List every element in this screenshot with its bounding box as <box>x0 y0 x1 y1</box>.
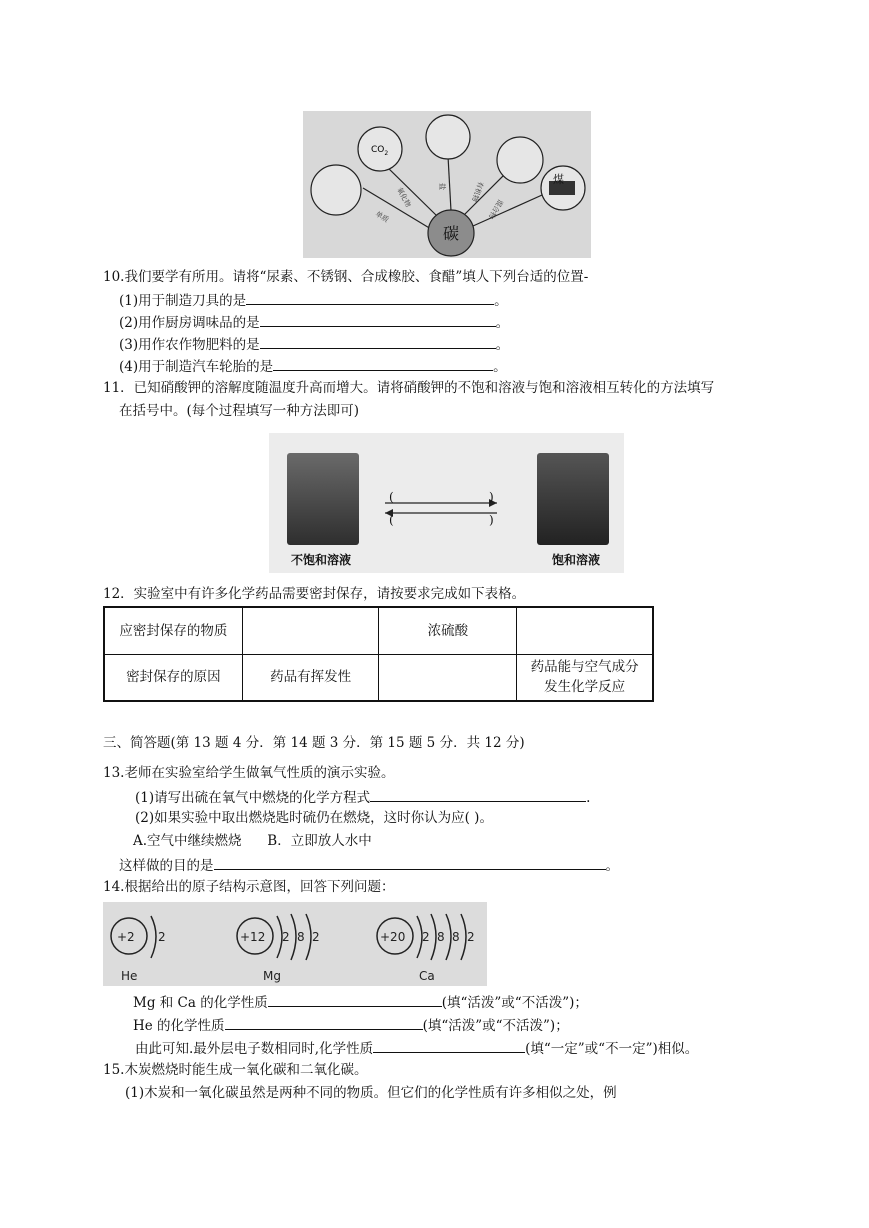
table-cell-blank[interactable] <box>242 607 379 654</box>
branch-label-1: 单质 <box>373 209 391 225</box>
q14-l3-text: 由此可知.最外层电子数相同时,化学性质 <box>135 1041 374 1057</box>
q10-end-2: 。 <box>495 315 510 331</box>
carbon-diagram-svg <box>303 111 591 258</box>
q10-blank-4[interactable] <box>273 356 493 371</box>
ca-shell-4: 2 <box>467 930 475 944</box>
table-cell: 应密封保存的物质 <box>104 607 242 654</box>
mg-shell-2: 8 <box>297 930 305 944</box>
unsaturated-beaker <box>287 453 359 545</box>
q15-part-1: (1)木炭和一氧化碳虽然是两种不同的物质。但它们的化学性质有许多相似之处，例 <box>125 1085 617 1101</box>
ca-shell-2: 8 <box>437 930 445 944</box>
q14-l2-hint: (填“活泼”或“不活泼”)； <box>422 1018 569 1034</box>
q10-item-2 <box>119 312 509 332</box>
q11-line-1: 11．已知硝酸钾的溶解度随温度升高而增大。请将硝酸钾的不饱和溶液与饱和溶液相互转化的方法填写 <box>103 380 715 396</box>
cell-text-line-1: 药品能与空气成分 <box>530 659 639 676</box>
he-symbol: He <box>121 969 138 983</box>
q10-blank-2[interactable] <box>260 312 496 327</box>
q10-item-2-text: (2)用作厨房调味品的是 <box>119 315 260 331</box>
q10-end-4: 。 <box>493 359 507 375</box>
lower-paren-close[interactable]: ) <box>489 513 494 527</box>
upper-paren-close[interactable]: ) <box>489 490 494 504</box>
unit-element-circle <box>311 165 361 215</box>
table-cell: 药品有挥发性 <box>242 654 379 701</box>
q15-stem: 15.木炭燃烧时能生成一氧化碳和二氧化碳。 <box>103 1062 368 1078</box>
mg-symbol: Mg <box>263 969 281 983</box>
q14-blank-3[interactable] <box>373 1038 525 1053</box>
q13-equation-blank[interactable] <box>370 787 586 802</box>
q10-stem: 10.我们要学有所用。请将“尿素、不锈钢、合成橡胶、食醋”填人下列台适的位置- <box>103 269 589 285</box>
q14-blank-1[interactable] <box>268 992 442 1007</box>
q11-line-2: 在括号中。(每个过程填写一种方法即可) <box>119 403 360 419</box>
salt-circle <box>426 115 470 159</box>
ca-shell-1: 2 <box>422 930 430 944</box>
q12-stem: 12．实验室中有许多化学药品需要密封保存，请按要求完成如下表格。 <box>103 586 526 602</box>
saturated-beaker <box>537 453 609 545</box>
q13-options: A.空气中继续燃烧 B．立即放人水中 <box>133 833 372 849</box>
section-3-heading: 三、简答题(第 13 题 4 分．第 14 题 3 分．第 15 题 5 分．共 12 分) <box>103 735 525 751</box>
q14-stem: 14.根据给出的原子结构示意图，回答下列问题： <box>103 879 395 895</box>
q10-blank-3[interactable] <box>260 334 496 349</box>
mg-shell-3: 2 <box>312 930 320 944</box>
q14-l2-text: He 的化学性质 <box>133 1018 225 1034</box>
table-row <box>104 607 653 654</box>
q14-l1-text: Mg 和 Ca 的化学性质 <box>133 995 268 1011</box>
q10-item-3-text: (3)用作农作物肥料的是 <box>119 337 260 353</box>
branch-label-3: 盐 <box>438 183 446 190</box>
co2-label: $CO_2$ <box>371 145 389 157</box>
q10-item-1-text: (1)用于制造刀具的是 <box>119 293 247 309</box>
he-shell-arc <box>151 916 156 958</box>
carbon-center-label: 碳 <box>443 224 460 243</box>
q13-part-1 <box>135 787 590 807</box>
q10-item-1 <box>119 290 508 310</box>
he-nucleus-charge: +2 <box>117 930 135 944</box>
table-cell: 浓硫酸 <box>379 607 517 654</box>
saturated-label: 饱和溶液 <box>552 553 601 567</box>
q14-line-2 <box>133 1015 569 1035</box>
mg-shell-1: 2 <box>282 930 290 944</box>
table-cell-blank[interactable] <box>379 654 517 701</box>
sealed-storage-table <box>103 606 654 702</box>
organic-circle <box>497 137 543 183</box>
cell-text-line-2: 发生化学反应 <box>544 679 626 696</box>
q14-line-1 <box>133 992 588 1012</box>
q10-blank-1[interactable] <box>246 290 494 305</box>
q13-purpose-blank[interactable] <box>214 855 606 870</box>
branch-label-2: 氧化物 <box>395 186 413 209</box>
atomic-structure-svg <box>103 902 487 986</box>
q10-item-4-text: (4)用于制造汽车轮胎的是 <box>119 359 274 375</box>
q13-purpose <box>119 855 619 875</box>
carbon-classification-figure <box>303 111 591 258</box>
q10-end-3: 。 <box>495 337 510 353</box>
q13-part-2: (2)如果实验中取出燃烧匙时硫仍在燃烧，这时你认为应( )。 <box>135 810 493 826</box>
table-cell <box>517 654 653 701</box>
branch-label-5: 混合物 <box>486 198 505 221</box>
table-cell: 密封保存的原因 <box>104 654 242 701</box>
conversion-arrows <box>379 488 504 528</box>
q10-end-1: 。 <box>494 293 508 309</box>
q10-item-4 <box>119 356 507 376</box>
coal-label: 煤 <box>553 173 564 186</box>
ca-nucleus-charge: +20 <box>380 930 406 944</box>
branch-label-4: 有机物 <box>469 180 485 203</box>
upper-paren-open[interactable]: ( <box>389 490 394 504</box>
unsaturated-label: 不饱和溶液 <box>291 553 352 567</box>
q13-stem: 13.老师在实验室给学生做氧气性质的演示实验。 <box>103 765 395 781</box>
mg-nucleus-charge: +12 <box>240 930 266 944</box>
lower-paren-open[interactable]: ( <box>389 513 394 527</box>
atomic-structure-figure <box>103 902 487 986</box>
q13-purpose-end: 。 <box>605 858 619 874</box>
he-shell-1: 2 <box>158 930 166 944</box>
q13-p1-end: . <box>586 790 591 806</box>
ca-shell-3: 8 <box>452 930 460 944</box>
q14-l1-hint: (填“活泼”或“不活泼”)； <box>441 995 588 1011</box>
q13-p1-text: (1)请写出硫在氧气中燃烧的化学方程式 <box>135 790 371 806</box>
ca-symbol: Ca <box>419 969 435 983</box>
q14-blank-2[interactable] <box>225 1015 423 1030</box>
q10-item-3 <box>119 334 509 354</box>
table-cell-blank[interactable] <box>517 607 653 654</box>
solution-conversion-figure <box>269 433 624 573</box>
q14-l3-hint: (填“一定”或“不一定”)相似。 <box>525 1041 699 1057</box>
q13-purpose-text: 这样做的目的是 <box>119 858 214 874</box>
table-row <box>104 654 653 701</box>
q14-line-3 <box>135 1038 698 1058</box>
